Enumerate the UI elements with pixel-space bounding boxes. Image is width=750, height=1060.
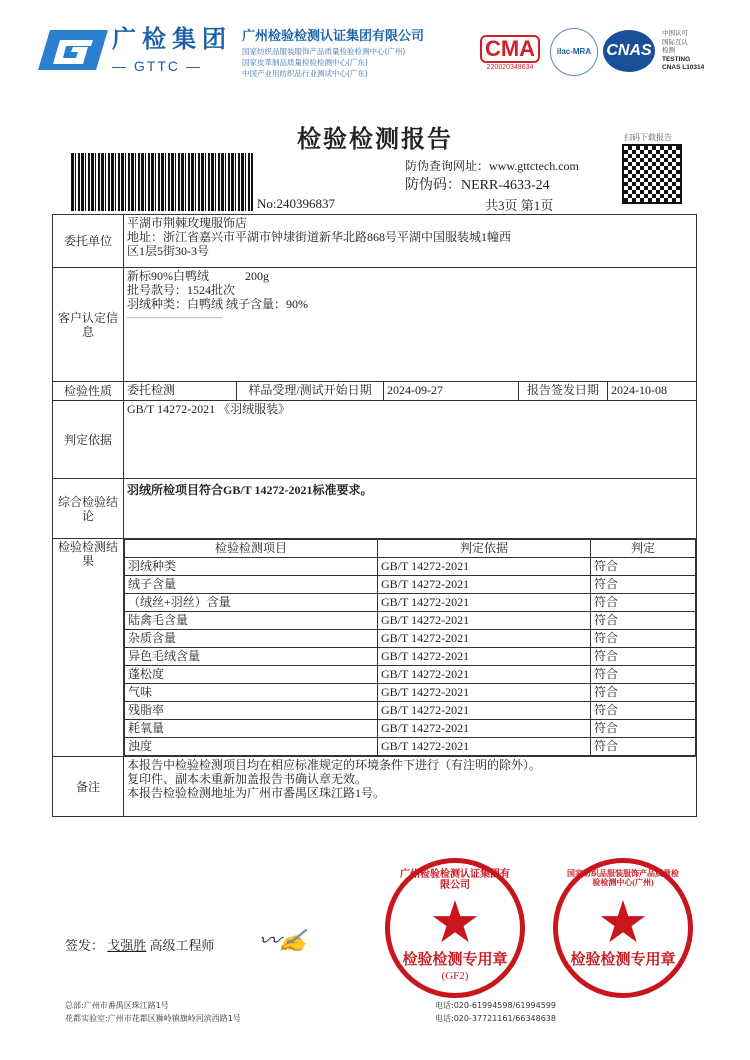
result-row: [125, 594, 696, 612]
result-item: 羽绒种类: [125, 558, 378, 576]
result-item: 绒子含量: [125, 576, 378, 594]
cnas-line: 国际互认: [662, 38, 688, 46]
testing-label: TESTING: [662, 55, 691, 63]
result-basis: GB/T 14272-2021: [378, 558, 591, 576]
qr-code[interactable]: [624, 146, 680, 202]
basis-value: GB/T 14272-2021 《羽绒服装》: [124, 401, 697, 479]
qr-label: 扫码下载报告: [624, 133, 672, 142]
result-basis: GB/T 14272-2021: [378, 594, 591, 612]
result-item: （绒丝+羽丝）含量: [125, 594, 378, 612]
signer-name: 戈强胜: [107, 938, 147, 953]
basis-label: 判定依据: [53, 401, 124, 479]
conclusion-value: 羽绒所检项目符合GB/T 14272-2021标准要求。: [124, 479, 697, 539]
signature-block: [65, 938, 215, 954]
footer-lab: 花都实验室:广州市花都区狮岭镇旗岭河滨西路1号: [65, 1014, 241, 1023]
start-date: 2024-09-27: [384, 382, 519, 401]
ilac-mra-logo: ilac-MRA: [550, 28, 598, 76]
cnas-number: CNAS L10314: [662, 64, 705, 71]
cnas-line: 检测: [662, 47, 675, 54]
result-row: [125, 684, 696, 702]
header-basis: 判定依据: [378, 540, 591, 558]
stamp-gttc: [385, 858, 525, 998]
remarks-row: [53, 757, 697, 817]
brand-name-cn: 广检集团: [112, 25, 232, 53]
nature-label: 检验性质: [53, 382, 124, 401]
cnas-logo: CNAS: [603, 30, 655, 72]
stamp-use-text: 检验检测专用章: [402, 952, 508, 968]
result-basis: GB/T 14272-2021: [378, 666, 591, 684]
result-item: 陆禽毛含量: [125, 612, 378, 630]
issue-date-label: 报告签发日期: [519, 382, 608, 401]
result-item: 浊度: [125, 738, 378, 756]
client-row: [53, 215, 697, 268]
anti-fake-code: 防伪码：NERR-4633-24: [405, 178, 550, 193]
report-title: 检验检测报告: [297, 125, 453, 153]
header-verdict: 判定: [591, 540, 696, 558]
result-row: [125, 738, 696, 756]
result-verdict: 符合: [591, 630, 696, 648]
result-item: 气味: [125, 684, 378, 702]
footer-tel-1: 电话:020-61994598/61994599: [435, 1001, 556, 1010]
result-verdict: 符合: [591, 594, 696, 612]
report-number: No:240396837: [257, 196, 335, 211]
issue-date: 2024-10-08: [608, 382, 697, 401]
gttc-logo-icon: [38, 30, 108, 70]
result-item: 杂质含量: [125, 630, 378, 648]
star-icon: ★: [429, 890, 481, 955]
result-verdict: 符合: [591, 684, 696, 702]
results-label: 检验检测结果: [53, 539, 124, 757]
remark-line: 复印件、副本未重新加盖报告书确认章无效。: [127, 772, 368, 786]
sub-center: 国家皮革制品质量检验检测中心(广东): [242, 58, 368, 67]
remark-line: 本报告检验检测地址为广州市番禺区珠江路1号。: [127, 786, 386, 800]
signer-title: 高级工程师: [149, 938, 215, 953]
results-row: [53, 539, 697, 757]
sub-center: 国家纺织品服装服饰产品质量检验检测中心(广州): [242, 47, 406, 56]
customer-info-line: ------------------------------------: [127, 313, 223, 322]
result-verdict: 符合: [591, 738, 696, 756]
result-basis: GB/T 14272-2021: [378, 648, 591, 666]
query-url: 防伪查询网址：www.gttctech.com: [405, 159, 579, 173]
result-basis: GB/T 14272-2021: [378, 720, 591, 738]
result-basis: GB/T 14272-2021: [378, 630, 591, 648]
brand-name-en: — GTTC —: [112, 58, 202, 74]
result-item: 残脂率: [125, 702, 378, 720]
page-count: 共3页 第1页: [485, 198, 554, 213]
report-table: [52, 214, 697, 817]
stamp-arc-text: 国家纺织品服装服饰产品质量检验检测中心(广州): [567, 869, 679, 887]
footer-hq: 总部:广州市番禺区珠江路1号: [65, 1001, 169, 1010]
result-verdict: 符合: [591, 612, 696, 630]
nature-value: 委托检测: [124, 382, 237, 401]
remarks: [124, 757, 697, 817]
client-info: [124, 215, 697, 268]
result-basis: GB/T 14272-2021: [378, 684, 591, 702]
customer-info-line: 批号款号：1524批次: [127, 283, 236, 297]
stamp-code: (GF2): [441, 970, 469, 982]
star-icon: ★: [597, 890, 649, 955]
result-row: [125, 720, 696, 738]
brand-en-text: GTTC: [133, 58, 180, 74]
stamp-national-center: [553, 858, 693, 998]
result-row: [125, 648, 696, 666]
client-address: 区1层5街30-3号: [127, 244, 209, 258]
customer-info-line: 羽绒种类：白鸭绒 绒子含量：90%: [127, 297, 308, 311]
footer-tel-2: 电话:020-37721161/66348638: [435, 1014, 556, 1023]
result-row: [125, 558, 696, 576]
results-cell: [124, 539, 697, 757]
cma-number: 220020349634: [486, 64, 534, 71]
header-item: 检验检测项目: [125, 540, 378, 558]
company-name: 广州检验检测认证集团有限公司: [242, 29, 425, 44]
result-item: 异色毛绒含量: [125, 648, 378, 666]
client-address: 地址：浙江省嘉兴市平湖市钟埭街道新华北路868号平湖中国服装城1幢西: [127, 230, 512, 244]
start-date-label: 样品受理/测试开始日期: [237, 382, 384, 401]
result-basis: GB/T 14272-2021: [378, 738, 591, 756]
barcode: [71, 153, 253, 211]
customer-info-label: 客户认定信息: [53, 268, 124, 382]
nature-row: [53, 382, 697, 401]
result-item: 蓬松度: [125, 666, 378, 684]
results-header: [125, 540, 696, 558]
result-verdict: 符合: [591, 648, 696, 666]
result-verdict: 符合: [591, 702, 696, 720]
client-label: 委托单位: [53, 215, 124, 268]
result-row: [125, 630, 696, 648]
result-row: [125, 702, 696, 720]
result-row: [125, 666, 696, 684]
result-row: [125, 576, 696, 594]
handwritten-signature: 〰✍: [254, 928, 311, 953]
sub-center: 中国产业用纺织品行业测试中心(广东): [242, 69, 368, 78]
results-table: [124, 539, 696, 756]
result-verdict: 符合: [591, 558, 696, 576]
result-basis: GB/T 14272-2021: [378, 612, 591, 630]
result-verdict: 符合: [591, 666, 696, 684]
result-basis: GB/T 14272-2021: [378, 702, 591, 720]
basis-row: [53, 401, 697, 479]
signature-label: 签发：: [65, 938, 105, 953]
result-basis: GB/T 14272-2021: [378, 576, 591, 594]
customer-info-row: [53, 268, 697, 382]
cnas-info: [662, 30, 704, 73]
result-verdict: 符合: [591, 576, 696, 594]
cnas-line: 中国认可: [662, 30, 688, 37]
client-name: 平湖市荆棘玫瑰服饰店: [127, 216, 248, 230]
customer-info-line: 新标90%白鸭绒 200g: [127, 269, 269, 283]
remark-line: 本报告中检验检测项目均在相应标准规定的环境条件下进行（有注明的除外）。: [127, 758, 542, 772]
result-verdict: 符合: [591, 720, 696, 738]
stamp-arc-text: 广州检验检测认证集团有限公司: [400, 869, 510, 891]
remarks-label: 备注: [53, 757, 124, 817]
conclusion-label: 综合检验结论: [53, 479, 124, 539]
cma-mark: [480, 35, 540, 72]
customer-info: [124, 268, 697, 382]
result-item: 耗氧量: [125, 720, 378, 738]
stamp-use-text: 检验检测专用章: [570, 952, 676, 968]
cma-logo: CMA: [480, 35, 540, 63]
result-row: [125, 612, 696, 630]
conclusion-row: [53, 479, 697, 539]
